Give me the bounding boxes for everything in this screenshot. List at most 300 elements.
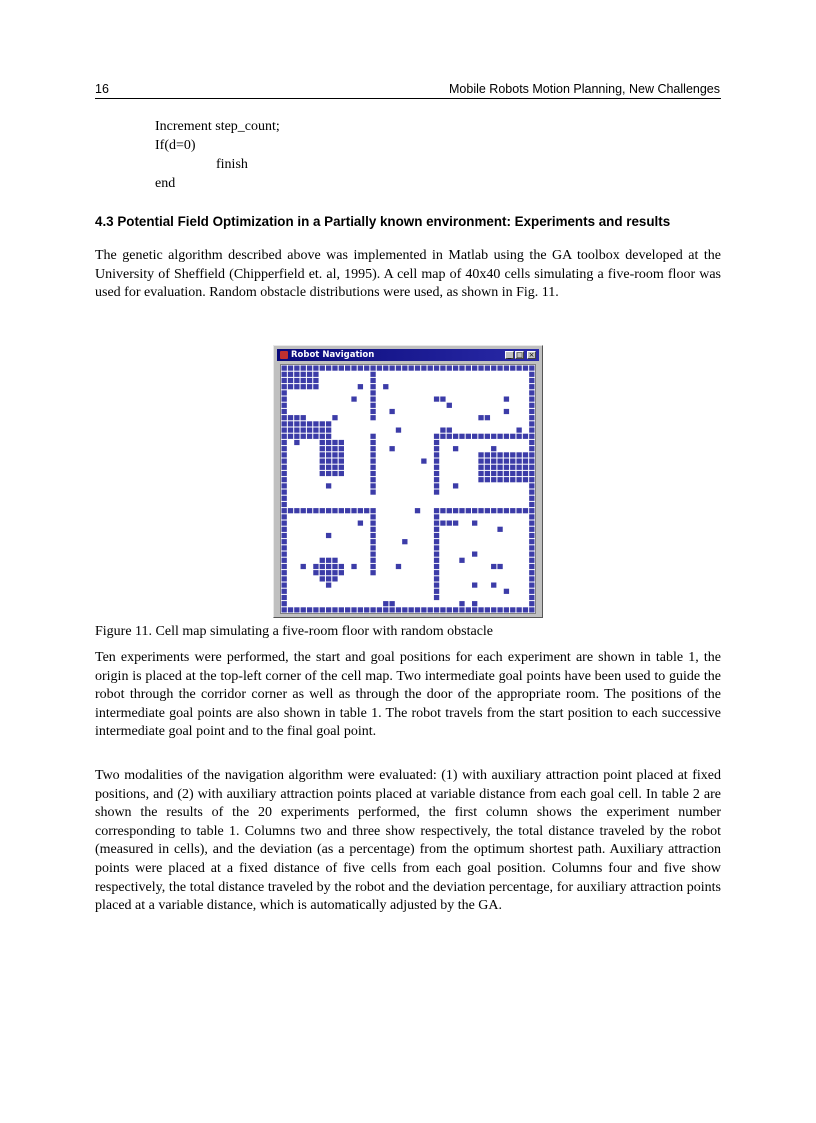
map-cell <box>282 452 287 457</box>
map-cell <box>307 434 312 439</box>
map-cell <box>510 471 515 476</box>
map-cell <box>529 415 534 420</box>
map-cell <box>326 427 331 432</box>
map-cell <box>326 471 331 476</box>
map-cell <box>339 446 344 451</box>
map-cell <box>491 465 496 470</box>
map-cell <box>370 458 375 463</box>
map-cell <box>364 607 369 612</box>
map-cell <box>491 477 496 482</box>
map-cell <box>282 508 287 513</box>
map-cell <box>389 365 394 370</box>
map-cell <box>301 421 306 426</box>
map-cell <box>485 452 490 457</box>
map-cell <box>345 607 350 612</box>
map-cell <box>301 607 306 612</box>
map-cell <box>294 434 299 439</box>
map-cell <box>370 440 375 445</box>
map-cell <box>485 458 490 463</box>
map-cell <box>370 409 375 414</box>
map-cell <box>504 452 509 457</box>
map-cell <box>282 601 287 606</box>
map-cell <box>326 434 331 439</box>
map-cell <box>434 564 439 569</box>
map-cell <box>415 508 420 513</box>
map-cell <box>332 415 337 420</box>
map-cell <box>326 508 331 513</box>
map-cell <box>282 384 287 389</box>
map-cell <box>428 607 433 612</box>
map-cell <box>510 508 515 513</box>
map-cell <box>351 564 356 569</box>
map-cell <box>288 508 293 513</box>
map-cell <box>529 365 534 370</box>
map-cell <box>370 489 375 494</box>
map-cell <box>402 607 407 612</box>
map-cell <box>389 601 394 606</box>
map-cell <box>529 440 534 445</box>
map-cell <box>447 508 452 513</box>
code-line: end <box>155 176 176 191</box>
map-cell <box>320 440 325 445</box>
map-cell <box>529 403 534 408</box>
close-icon: × <box>528 351 535 359</box>
map-cell <box>523 365 528 370</box>
map-cell <box>421 458 426 463</box>
map-cell <box>453 365 458 370</box>
map-cell <box>402 539 407 544</box>
map-cell <box>282 589 287 594</box>
map-cell <box>313 372 318 377</box>
map-cell <box>332 570 337 575</box>
map-cell <box>529 384 534 389</box>
map-cell <box>459 558 464 563</box>
map-cell <box>510 477 515 482</box>
map-cell <box>447 607 452 612</box>
map-cell <box>320 465 325 470</box>
map-cell <box>478 465 483 470</box>
map-cell <box>358 520 363 525</box>
map-cell <box>282 533 287 538</box>
map-cell <box>434 576 439 581</box>
map-cell <box>313 564 318 569</box>
map-cell <box>358 607 363 612</box>
map-cell <box>370 545 375 550</box>
map-cell <box>320 365 325 370</box>
map-cell <box>282 502 287 507</box>
map-cell <box>434 570 439 575</box>
map-cell <box>504 508 509 513</box>
map-cell <box>326 458 331 463</box>
map-cell <box>478 365 483 370</box>
map-cell <box>529 471 534 476</box>
map-cell <box>294 365 299 370</box>
paragraph: Ten experiments were performed, the start and goal positions for each experiment are shown in table 1, the origin is placed at the top-left corner of the cell map. Two intermediate goal points have been used to guide the robot through the corridor corner as well as through the door of the appropriate room. The positions of the intermediate goal points are also shown in table 1. The robot travels from the start position to each successive intermediate goal point and to the final goal point. <box>95 650 721 740</box>
map-cell <box>288 427 293 432</box>
map-cell <box>339 452 344 457</box>
map-cell <box>516 458 521 463</box>
map-cell <box>428 365 433 370</box>
robot-navigation-window <box>273 345 543 618</box>
map-cell <box>459 365 464 370</box>
map-cell <box>332 576 337 581</box>
map-cell <box>301 372 306 377</box>
map-cell <box>301 365 306 370</box>
map-cell <box>523 458 528 463</box>
map-cell <box>326 576 331 581</box>
map-cell <box>294 384 299 389</box>
map-cell <box>345 508 350 513</box>
map-cell <box>370 415 375 420</box>
map-cell <box>434 458 439 463</box>
map-cell <box>313 570 318 575</box>
map-cell <box>504 458 509 463</box>
map-cell <box>529 551 534 556</box>
map-cell <box>332 458 337 463</box>
map-cell <box>434 520 439 525</box>
map-cell <box>358 384 363 389</box>
map-cell <box>523 471 528 476</box>
map-cell <box>301 415 306 420</box>
map-cell <box>294 508 299 513</box>
map-cell <box>370 483 375 488</box>
map-cell <box>370 508 375 513</box>
map-cell <box>415 365 420 370</box>
running-header <box>95 81 721 99</box>
map-cell <box>516 471 521 476</box>
map-cell <box>472 582 477 587</box>
map-cell <box>307 427 312 432</box>
map-cell <box>370 396 375 401</box>
map-cell <box>294 372 299 377</box>
map-cell <box>529 582 534 587</box>
map-cell <box>288 434 293 439</box>
map-cell <box>529 607 534 612</box>
map-cell <box>447 365 452 370</box>
map-cell <box>447 427 452 432</box>
map-cell <box>294 421 299 426</box>
paragraph: Two modalities of the navigation algorithm were evaluated: (1) with auxiliary attraction point placed at fixed positions, and (2) with auxiliary attraction points placed at variable distance from each goal cell. In table 2 are shown the results of the 20 experiments performed, the first column shows the experiment number corresponding to table 1. Columns two and three show respectively, the total distance traveled by the robot (measured in cells), and the deviation (as a percentage) from the optimum shortest path. Auxiliary attraction points were placed at a fixed distance of five cells from each goal position. Columns four and five show respectively, the total distance traveled by the robot and the deviation percentage, for auxiliary attraction points placed at a variable distance, which is automatically adjusted by the GA. <box>95 768 721 914</box>
map-cell <box>282 582 287 587</box>
map-cell <box>421 365 426 370</box>
map-cell <box>472 520 477 525</box>
map-cell <box>307 508 312 513</box>
map-cell <box>282 440 287 445</box>
map-cell <box>320 564 325 569</box>
map-cell <box>516 427 521 432</box>
map-cell <box>351 396 356 401</box>
map-cell <box>434 477 439 482</box>
map-cell <box>320 570 325 575</box>
map-cell <box>282 545 287 550</box>
map-cell <box>510 607 515 612</box>
map-cell <box>510 452 515 457</box>
map-cell <box>282 489 287 494</box>
map-cell <box>459 434 464 439</box>
map-cell <box>504 477 509 482</box>
map-cell <box>282 514 287 519</box>
map-cell <box>370 607 375 612</box>
map-cell <box>282 558 287 563</box>
window-titlebar <box>277 349 539 361</box>
map-cell <box>339 570 344 575</box>
map-cell <box>447 434 452 439</box>
map-cell <box>282 496 287 501</box>
map-cell <box>370 471 375 476</box>
map-cell <box>453 508 458 513</box>
code-line: finish <box>216 157 248 172</box>
code-line: Increment step_count; <box>155 119 280 134</box>
map-cell <box>523 508 528 513</box>
map-cell <box>434 446 439 451</box>
map-cell <box>447 520 452 525</box>
map-cell <box>497 564 502 569</box>
map-cell <box>313 365 318 370</box>
map-cell <box>332 564 337 569</box>
map-cell <box>485 415 490 420</box>
map-cell <box>510 365 515 370</box>
map-cell <box>282 465 287 470</box>
map-cell <box>326 365 331 370</box>
map-cell <box>529 545 534 550</box>
map-cell <box>459 607 464 612</box>
map-cell <box>434 533 439 538</box>
map-cell <box>377 607 382 612</box>
map-cell <box>377 365 382 370</box>
map-cell <box>529 564 534 569</box>
map-cell <box>370 539 375 544</box>
map-cell <box>504 465 509 470</box>
map-cell <box>294 607 299 612</box>
map-cell <box>396 365 401 370</box>
paragraph: The genetic algorithm described above was implemented in Matlab using the GA toolbox developed at the University of Sheffield (Chipperfield et. al, 1995). A cell map of 40x40 cells simulating a five-room floor was used for evaluation. Random obstacle distributions were used, as shown in Fig. 11. <box>95 248 721 301</box>
map-cell <box>491 508 496 513</box>
map-cell <box>491 582 496 587</box>
map-cell <box>282 403 287 408</box>
map-cell <box>485 465 490 470</box>
map-cell <box>434 396 439 401</box>
map-cell <box>320 558 325 563</box>
map-cell <box>421 607 426 612</box>
map-cell <box>307 378 312 383</box>
map-cell <box>288 384 293 389</box>
map-cell <box>383 607 388 612</box>
map-cell <box>294 378 299 383</box>
map-cell <box>497 508 502 513</box>
map-cell <box>320 607 325 612</box>
map-cell <box>453 607 458 612</box>
map-cell <box>307 607 312 612</box>
map-cell <box>409 607 414 612</box>
map-cell <box>326 582 331 587</box>
map-cell <box>516 452 521 457</box>
map-cell <box>332 465 337 470</box>
map-cell <box>497 477 502 482</box>
map-cell <box>516 477 521 482</box>
map-cell <box>383 384 388 389</box>
map-cell <box>307 384 312 389</box>
map-cell <box>529 434 534 439</box>
map-cell <box>370 365 375 370</box>
map-cell <box>320 427 325 432</box>
map-cell <box>332 365 337 370</box>
map-cell <box>440 427 445 432</box>
map-cell <box>320 508 325 513</box>
map-cell <box>370 403 375 408</box>
map-cell <box>529 514 534 519</box>
map-cell <box>529 527 534 532</box>
map-cell <box>434 434 439 439</box>
map-cell <box>529 409 534 414</box>
map-cell <box>339 458 344 463</box>
map-cell <box>389 446 394 451</box>
map-cell <box>447 403 452 408</box>
map-cell <box>282 378 287 383</box>
map-cell <box>326 446 331 451</box>
map-cell <box>510 434 515 439</box>
map-cell <box>523 434 528 439</box>
map-cell <box>339 471 344 476</box>
map-cell <box>326 570 331 575</box>
map-cell <box>294 440 299 445</box>
map-cell <box>370 434 375 439</box>
map-cell <box>529 570 534 575</box>
map-cell <box>326 558 331 563</box>
map-cell <box>529 477 534 482</box>
map-cell <box>370 527 375 532</box>
map-cell <box>497 607 502 612</box>
map-cell <box>351 607 356 612</box>
map-cell <box>345 365 350 370</box>
map-cell <box>370 514 375 519</box>
map-cell <box>288 365 293 370</box>
map-cell <box>434 508 439 513</box>
map-cell <box>504 365 509 370</box>
map-cell <box>491 452 496 457</box>
map-cell <box>459 601 464 606</box>
map-cell <box>440 434 445 439</box>
map-cell <box>497 527 502 532</box>
map-cell <box>402 365 407 370</box>
map-cell <box>326 483 331 488</box>
map-cell <box>529 595 534 600</box>
map-cell <box>529 508 534 513</box>
map-cell <box>326 533 331 538</box>
map-cell <box>396 427 401 432</box>
map-cell <box>364 508 369 513</box>
map-cell <box>282 434 287 439</box>
map-cell <box>301 564 306 569</box>
map-cell <box>529 539 534 544</box>
map-cell <box>288 372 293 377</box>
map-cell <box>326 607 331 612</box>
map-cell <box>504 607 509 612</box>
map-cell <box>529 421 534 426</box>
map-cell <box>434 483 439 488</box>
map-cell <box>529 446 534 451</box>
map-cell <box>370 570 375 575</box>
cell-map-grid <box>281 365 535 613</box>
map-cell <box>389 607 394 612</box>
map-cell <box>529 589 534 594</box>
map-cell <box>339 365 344 370</box>
map-cell <box>282 576 287 581</box>
map-cell <box>529 396 534 401</box>
map-cell <box>497 434 502 439</box>
map-cell <box>282 458 287 463</box>
map-cell <box>339 440 344 445</box>
map-cell <box>516 465 521 470</box>
map-cell <box>282 564 287 569</box>
map-cell <box>370 520 375 525</box>
map-cell <box>529 502 534 507</box>
map-cell <box>504 589 509 594</box>
map-cell <box>282 390 287 395</box>
map-cell <box>282 372 287 377</box>
map-cell <box>282 471 287 476</box>
map-cell <box>326 465 331 470</box>
map-cell <box>497 365 502 370</box>
map-cell <box>529 496 534 501</box>
map-cell <box>440 508 445 513</box>
section-heading: 4.3 Potential Field Optimization in a Partially known environment: Experiments and results <box>95 214 671 229</box>
map-cell <box>497 458 502 463</box>
book-title: Mobile Robots Motion Planning, New Challenges <box>449 82 720 96</box>
map-cell <box>478 452 483 457</box>
map-cell <box>434 489 439 494</box>
app-icon <box>280 351 288 359</box>
map-cell <box>396 564 401 569</box>
map-cell <box>358 508 363 513</box>
map-cell <box>332 508 337 513</box>
map-cell <box>434 471 439 476</box>
map-cell <box>332 471 337 476</box>
map-cell <box>370 564 375 569</box>
minimize-icon: _ <box>505 351 514 359</box>
map-cell <box>497 452 502 457</box>
map-cell <box>294 415 299 420</box>
map-cell <box>434 365 439 370</box>
map-cell <box>478 607 483 612</box>
map-cell <box>370 533 375 538</box>
map-cell <box>339 465 344 470</box>
map-cell <box>282 409 287 414</box>
map-cell <box>434 558 439 563</box>
map-cell <box>434 607 439 612</box>
map-cell <box>491 446 496 451</box>
map-cell <box>409 365 414 370</box>
map-cell <box>326 421 331 426</box>
map-cell <box>326 564 331 569</box>
map-cell <box>313 607 318 612</box>
map-cell <box>301 427 306 432</box>
map-cell <box>288 415 293 420</box>
map-cell <box>516 434 521 439</box>
map-cell <box>313 427 318 432</box>
map-cell <box>313 434 318 439</box>
map-cell <box>313 384 318 389</box>
map-cell <box>320 434 325 439</box>
map-cell <box>339 607 344 612</box>
map-cell <box>529 489 534 494</box>
map-cell <box>434 440 439 445</box>
map-cell <box>282 595 287 600</box>
map-cell <box>282 607 287 612</box>
map-cell <box>351 508 356 513</box>
map-cell <box>282 477 287 482</box>
map-cell <box>485 365 490 370</box>
map-cell <box>307 372 312 377</box>
